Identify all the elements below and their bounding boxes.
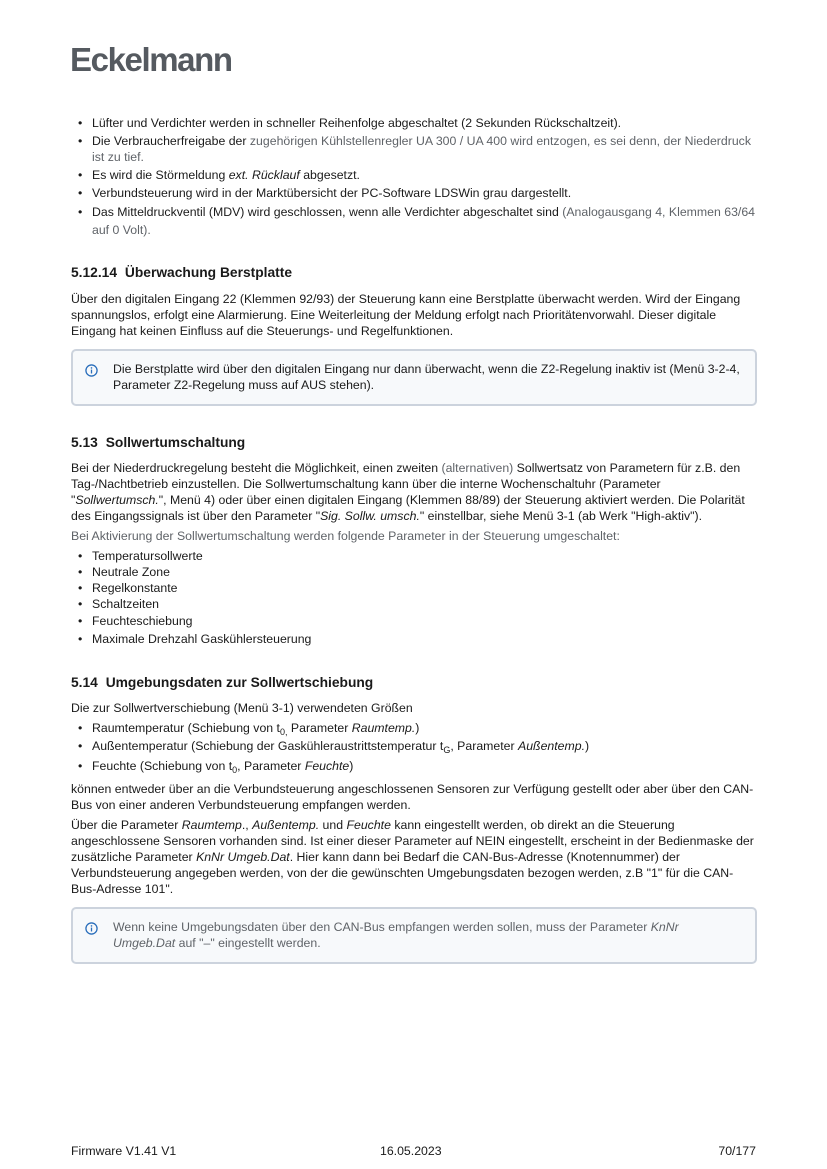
paragraph: Bei der Niederdruckregelung besteht die Möglichkeit, einen zweiten (alternativen) Sollwertsatz von Parametern für z.B. den Tag-/Nachtbetrieb einzustellen. Die Sollwertumschaltung kann über die interne Wochenschaltuhr (Parameter "Sollwertumsch.", Menü 4) oder über einen digitalen Eingang (Klemmen 88/89) der Steuerung aktiviert werden. Die Polarität des Eingangssignals ist über den Parameter "Sig. Sollw. umsch." einstellbar, siehe Menü 3-1 (ab Werk "High-aktiv").	[71, 461, 745, 523]
paragraph: Bei Aktivierung der Sollwertumschaltung werden folgende Parameter in der Steuerung umgeschaltet:	[71, 529, 620, 543]
footer-date: 16.05.2023	[380, 1144, 442, 1158]
paragraph: können entweder über an die Verbundsteuerung angeschlossenen Sensoren zur Verfügung gestellt oder aber über den CAN-Bus von einer anderen Verbundsteuerung empfangen werden.	[71, 782, 754, 812]
list-item: • Verbundsteuerung wird in der Marktübersicht der PC-Software LDSWin grau dargestellt.	[71, 185, 757, 201]
list-item: • Raumtemperatur (Schiebung von $t_{0,}$ Parameter Raumtemp.)	[71, 719, 757, 737]
company-logo: Eckelmann	[70, 41, 232, 78]
section-heading-umgebung: 5.14 Umgebungsdaten zur Sollwertschiebung	[71, 675, 374, 690]
list-item: • Es wird die Störmeldung ext. Rücklauf abgesetzt.	[71, 167, 757, 183]
info-icon	[85, 364, 98, 377]
paragraph: Über die Parameter Raumtemp., Außentemp. und Feuchte kann eingestellt werden, ob direkt an die Steuerung angeschlossene Sensoren vorhanden sind. Ist einer dieser Parameter auf NEIN eingestellt, erscheint in der Bedienmaske der zusätzliche Parameter KnNr Umgeb.Dat. Hier kann dann bei Bedarf die CAN-Bus-Adresse (Knotennummer) der Verbundsteuerung angegeben werden, von der die gewünschten Umgebungsdaten bezogen werden, z.B "1" für die CAN-Bus-Adresse 101".	[71, 818, 754, 896]
note-box	[71, 349, 757, 406]
list-item: • Feuchteschiebung	[71, 612, 757, 630]
variable-list	[71, 719, 757, 777]
note-text: Wenn keine Umgebungsdaten über den CAN-Bus empfangen werden sollen, muss der Parameter KnNr Umgeb.Dat auf "–" eingestellt werden.	[113, 920, 679, 950]
section-heading-sollwert: 5.13 Sollwertumschaltung	[71, 435, 246, 450]
section-heading-berstplatte: 5.12.14 Überwachung Berstplatte	[71, 265, 293, 280]
list-item: • Außentemperatur (Schiebung der Gaskühleraustrittstemperatur $t_G$, Parameter Außentemp.)	[71, 737, 757, 755]
note-text: Die Berstplatte wird über den digitalen Eingang nur dann überwacht, wenn die Z2-Regelung inaktiv ist (Menü 3-2-4, Parameter Z2-Regelung muss auf AUS stehen).	[113, 362, 740, 392]
list-item: • Feuchte (Schiebung von $t_0$, Parameter Feuchte)	[71, 755, 757, 777]
paragraph: Die zur Sollwertverschiebung (Menü 3-1) verwendeten Größen	[71, 701, 413, 715]
list-item: • Maximale Drehzahl Gaskühlersteuerung	[71, 630, 757, 648]
intro-bullet-list	[71, 115, 757, 239]
page-content	[71, 115, 757, 964]
footer-page-number: 70/177	[718, 1144, 756, 1158]
parameter-list	[71, 548, 757, 648]
list-item: • Temperatursollwerte	[71, 548, 757, 564]
info-icon	[85, 922, 98, 935]
list-item: • Regelkonstante	[71, 580, 757, 596]
note-box	[71, 907, 757, 964]
list-item: • Neutrale Zone	[71, 564, 757, 580]
list-item: • Das Mitteldruckventil (MDV) wird geschlossen, wenn alle Verdichter abgeschaltet sind (Analogausgang 4, Klemmen 63/64 auf 0 Volt).	[71, 203, 757, 239]
footer-firmware: Firmware V1.41 V1	[71, 1144, 177, 1158]
list-item: • Schaltzeiten	[71, 596, 757, 612]
paragraph: Über den digitalen Eingang 22 (Klemmen 92/93) der Steuerung kann eine Berstplatte überwacht werden. Wird der Eingang spannungslos, erfolgt eine Alarmierung. Eine Weiterleitung der Meldung erfolgt nach Prioritätenvorwahl. Dieser digitale Eingang hat keinen Einfluss auf die Steuerungs- und Regelfunktionen.	[71, 292, 741, 338]
list-item: • Die Verbraucherfreigabe der zugehörigen Kühlstellenregler UA 300 / UA 400 wird entzogen, es sei denn, der Niederdruck ist zu tief.	[71, 133, 757, 165]
list-item: • Lüfter und Verdichter werden in schneller Reihenfolge abgeschaltet (2 Sekunden Rückschaltzeit).	[71, 115, 757, 131]
